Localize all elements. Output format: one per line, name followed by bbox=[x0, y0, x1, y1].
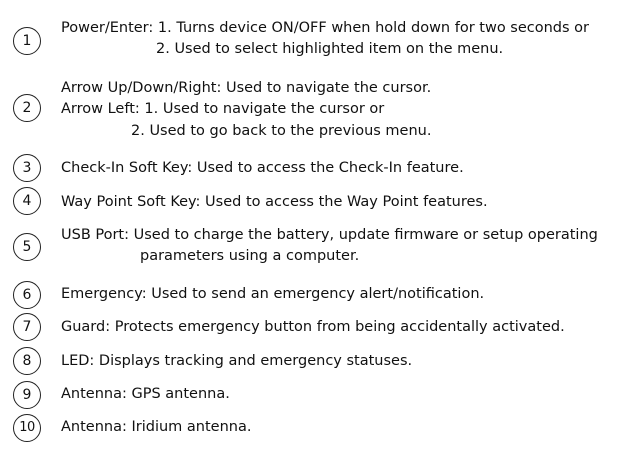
item-2-line-1: Arrow Up/Down/Right: Used to navigate the cursor. bbox=[61, 80, 432, 96]
item-1-line-2: 2. Used to select highlighted item on the menu. bbox=[156, 41, 504, 57]
item-2-line-3: 2. Used to go back to the previous menu. bbox=[131, 123, 432, 139]
item-8-line-1: LED: Displays tracking and emergency statuses. bbox=[61, 353, 413, 369]
number-circle-1: 1 bbox=[13, 27, 41, 55]
number-circle-10: 10 bbox=[13, 414, 41, 442]
number-circle-7: 7 bbox=[13, 313, 41, 341]
item-9-line-1: Antenna: GPS antenna. bbox=[61, 386, 230, 402]
item-10-line-1: Antenna: Iridium antenna. bbox=[61, 419, 252, 435]
item-7-line-1: Guard: Protects emergency button from being accidentally activated. bbox=[61, 319, 565, 335]
item-2-line-2: Arrow Left: 1. Used to navigate the cursor or bbox=[61, 101, 385, 117]
item-1-line-1: Power/Enter: 1. Turns device ON/OFF when hold down for two seconds or bbox=[61, 20, 590, 36]
number-circle-6: 6 bbox=[13, 281, 41, 309]
item-4-line-1: Way Point Soft Key: Used to access the Way Point features. bbox=[61, 194, 488, 210]
number-circle-5: 5 bbox=[13, 233, 41, 261]
number-circle-9: 9 bbox=[13, 381, 41, 409]
number-circle-8: 8 bbox=[13, 347, 41, 375]
item-5-line-1: USB Port: Used to charge the battery, update firmware or setup operating bbox=[61, 227, 598, 243]
item-6-line-1: Emergency: Used to send an emergency alert/notification. bbox=[61, 286, 485, 302]
item-5-line-2: parameters using a computer. bbox=[140, 248, 360, 264]
item-3-line-1: Check-In Soft Key: Used to access the Check-In feature. bbox=[61, 160, 464, 176]
number-circle-3: 3 bbox=[13, 154, 41, 182]
number-circle-4: 4 bbox=[13, 187, 41, 215]
number-circle-2: 2 bbox=[13, 94, 41, 122]
